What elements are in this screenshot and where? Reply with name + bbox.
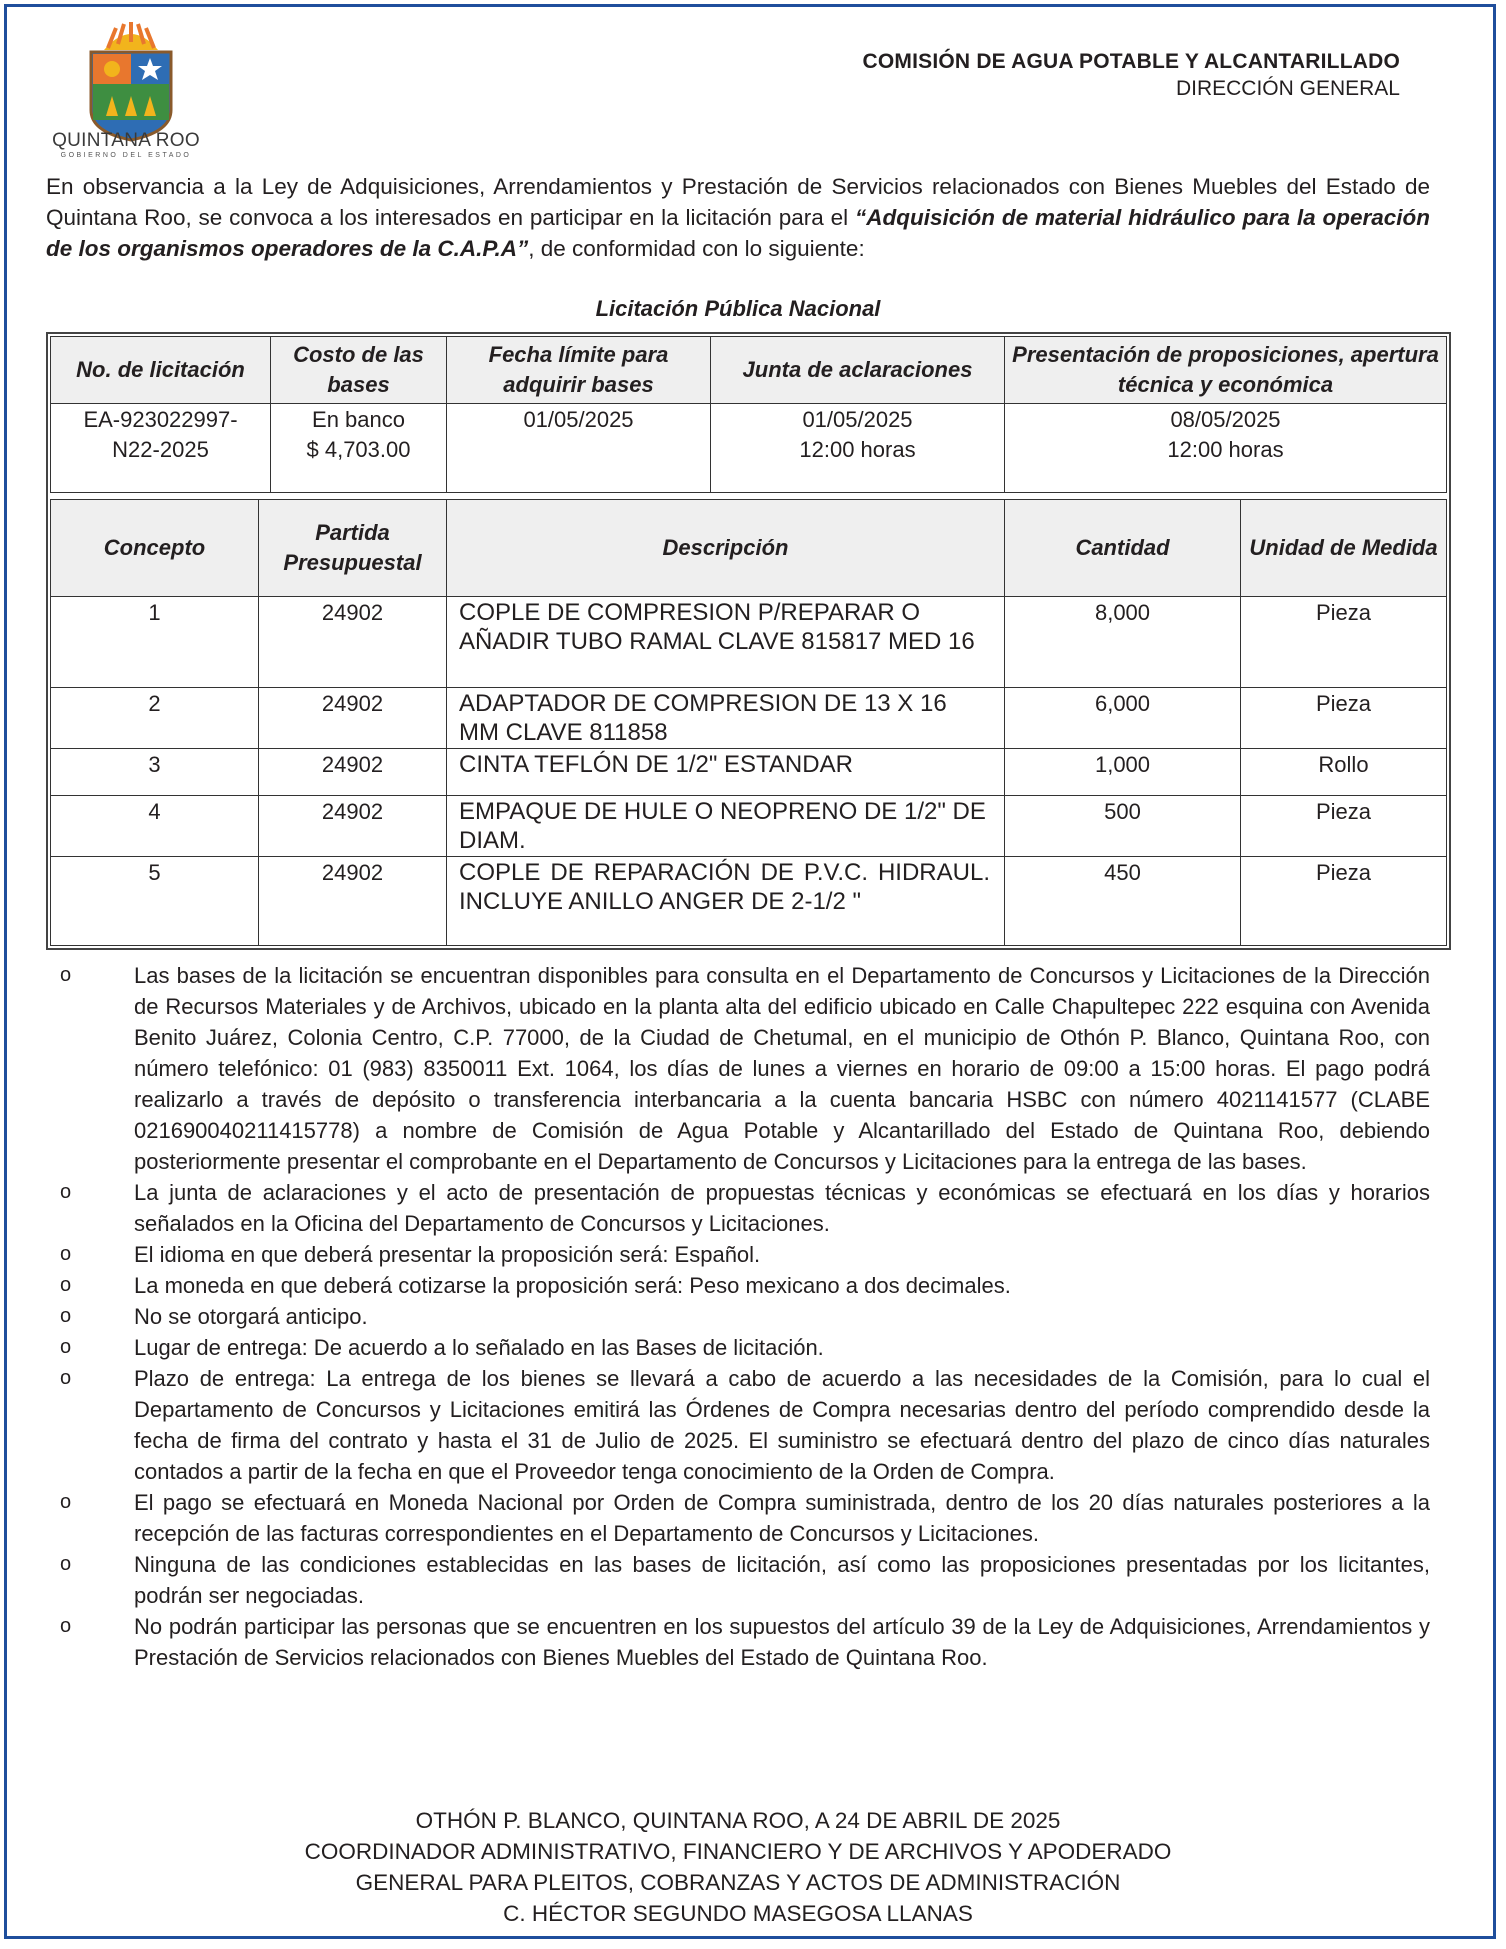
licitacion-number-line2: N22-2025 (112, 437, 209, 462)
list-item (46, 1487, 1430, 1549)
list-item (46, 1363, 1430, 1487)
intro-bold-title: “Adquisición de material hidráulico para la operación de los organismos operadores de la C.A.P.A” (46, 205, 1430, 261)
cell-partida: 24902 (259, 796, 447, 857)
header-concepto: Concepto (51, 500, 259, 597)
header-fecha-limite: Fecha límite para adquirir bases (447, 337, 711, 404)
bullet-icon: o (60, 1305, 72, 1327)
header-descripcion: Descripción (447, 500, 1005, 597)
junta-fecha: 01/05/2025 (802, 407, 913, 432)
cell-concepto: 4 (51, 796, 259, 857)
condition-text: El pago se efectuará en Moneda Nacional por Orden de Compra suministrada, dentro de los 20 días naturales posteriores a la recepción de las facturas correspondientes en el Departamento de Concursos y Licitaciones. (134, 1490, 1430, 1546)
table-row (51, 597, 1447, 688)
header-junta-aclaraciones: Junta de aclaraciones (711, 337, 1005, 404)
table-row (51, 857, 1447, 946)
condition-text: La moneda en que deberá cotizarse la proposición será: Peso mexicano a dos decimales. (134, 1273, 1011, 1298)
header-presentacion: Presentación de proposiciones, apertura técnica y económica (1005, 337, 1447, 404)
cell-unidad: Pieza (1241, 688, 1447, 749)
intro-paragraph (46, 171, 1430, 264)
conditions-list (46, 960, 1430, 1673)
condition-text: Lugar de entrega: De acuerdo a lo señalado en las Bases de licitación. (134, 1335, 824, 1360)
bullet-icon: o (60, 1491, 72, 1513)
header-unidad: Unidad de Medida (1241, 500, 1447, 597)
cell-junta (711, 404, 1005, 493)
list-item (46, 1301, 1430, 1332)
header (863, 48, 1400, 102)
table-row (51, 796, 1447, 857)
intro-text-2: , de conformidad con lo siguiente: (528, 236, 865, 261)
condition-text: No se otorgará anticipo. (134, 1304, 368, 1329)
cell-unidad: Pieza (1241, 796, 1447, 857)
cell-fecha-limite (447, 404, 711, 493)
licitacion-number-line1: EA-923022997- (83, 407, 238, 432)
presentacion-fecha: 08/05/2025 (1170, 407, 1281, 432)
intro-text-1: En observancia a la Ley de Adquisiciones, Arrendamientos y Prestación de Servicios relacionados con Bienes Muebles del Estado de Quintana Roo, se convoca a los interesados en participar en la licitación para el (46, 174, 1430, 230)
header-partida: Partida Presupuestal (259, 500, 447, 597)
list-item (46, 1332, 1430, 1363)
bullet-icon: o (60, 1615, 72, 1637)
presentacion-hora: 12:00 horas (1167, 437, 1284, 462)
signer-title-line2: GENERAL PARA PLEITOS, COBRANZAS Y ACTOS DE ADMINISTRACIÓN (355, 1870, 1121, 1895)
cell-cantidad: 500 (1005, 796, 1241, 857)
list-item (46, 1270, 1430, 1301)
cell-descripcion: ADAPTADOR DE COMPRESION DE 13 X 16 MM CLAVE 811858 (447, 688, 1005, 749)
cell-cantidad: 1,000 (1005, 749, 1241, 796)
condition-text: Ninguna de las condiciones establecidas en las bases de licitación, así como las proposiciones presentadas por los licitantes, podrán ser negociadas. (134, 1552, 1430, 1608)
cell-cantidad: 450 (1005, 857, 1241, 946)
header-costo-bases: Costo de las bases (271, 337, 447, 404)
signer-name: C. HÉCTOR SEGUNDO MASEGOSA LLANAS (503, 1901, 973, 1926)
tables-container (46, 332, 1451, 950)
header-cantidad: Cantidad (1005, 500, 1241, 597)
bullet-icon: o (60, 1336, 72, 1358)
condition-text: La junta de aclaraciones y el acto de presentación de propuestas técnicas y económicas se efectuará en los días y horarios señalados en la Oficina del Departamento de Concursos y Licitaciones. (134, 1180, 1430, 1236)
logo-subtitle: GOBIERNO DEL ESTADO (60, 152, 192, 159)
cell-unidad: Rollo (1241, 749, 1447, 796)
condition-text: No podrán participar las personas que se encuentren en los supuestos del artículo 39 de la Ley de Adquisiciones, Arrendamientos y Prestación de Servicios relacionados con Bienes Muebles del Estado de Quintana Roo. (134, 1614, 1430, 1670)
bullet-icon: o (60, 1243, 72, 1265)
list-item (46, 1239, 1430, 1270)
table-header-row (51, 337, 1447, 404)
sun-rays-icon (104, 22, 158, 50)
table-row (51, 404, 1447, 493)
logo-name: QUINTANA ROO (52, 130, 200, 151)
bullet-icon: o (60, 1367, 72, 1389)
costo-line2: $ 4,703.00 (306, 437, 411, 462)
table-row (51, 688, 1447, 749)
conceptos-table (50, 499, 1447, 946)
bullet-icon: o (60, 1181, 72, 1203)
cell-cantidad: 8,000 (1005, 597, 1241, 688)
cell-partida: 24902 (259, 749, 447, 796)
cell-cantidad: 6,000 (1005, 688, 1241, 749)
licitacion-table (50, 336, 1447, 493)
cell-presentacion (1005, 404, 1447, 493)
cell-costo (271, 404, 447, 493)
header-no-licitacion: No. de licitación (51, 337, 271, 404)
junta-hora: 12:00 horas (799, 437, 916, 462)
table-row (51, 749, 1447, 796)
list-item (46, 1177, 1430, 1239)
signer-title-line1: COORDINADOR ADMINISTRATIVO, FINANCIERO Y DE ARCHIVOS Y APODERADO (304, 1839, 1172, 1864)
condition-text: El idioma en que deberá presentar la proposición será: Español. (134, 1242, 761, 1267)
place-date: OTHÓN P. BLANCO, QUINTANA ROO, A 24 DE ABRIL DE 2025 (415, 1808, 1061, 1833)
cell-partida: 24902 (259, 857, 447, 946)
licitacion-title: Licitación Pública Nacional (595, 296, 881, 321)
list-item (46, 1611, 1430, 1673)
condition-text: Las bases de la licitación se encuentran disponibles para consulta en el Departamento de Concursos y Licitaciones de la Dirección de Recursos Materiales y de Archivos, ubicado en la planta alta del edificio ubicado en Calle Chapultepec 222 esquina con Avenida Benito Juárez, Colonia Centro, C.P. 77000, de la Ciudad de Chetumal, en el municipio de Othón P. Blanco, Quintana Roo, con número telefónico: 01 (983) 8350011 Ext. 1064, los días de lunes a viernes en horario de 09:00 a 15:00 horas. El pago podrá realizarlo a través de depósito o transferencia interbancaria a la cuenta bancaria HSBC con número 4021141577 (CLABE 021690040211415778) a nombre de Comisión de Agua Potable y Alcantarillado del Estado de Quintana Roo, debiendo posteriormente presentar el comprobante en el Departamento de Concursos y Licitaciones para la entrega de las bases. (134, 963, 1430, 1174)
cell-concepto: 5 (51, 857, 259, 946)
bullet-icon: o (60, 1274, 72, 1296)
costo-line1: En banco (312, 407, 405, 432)
cell-concepto: 1 (51, 597, 259, 688)
bullet-icon: o (60, 964, 72, 986)
cell-descripcion: COPLE DE COMPRESION P/REPARAR O AÑADIR TUBO RAMAL CLAVE 815817 MED 16 (447, 597, 1005, 688)
cell-unidad: Pieza (1241, 597, 1447, 688)
cell-descripcion: COPLE DE REPARACIÓN DE P.V.C. HIDRAUL. INCLUYE ANILLO ANGER DE 2-1/2 " (447, 857, 1005, 946)
cell-descripcion: CINTA TEFLÓN DE 1/2" ESTANDAR (447, 749, 1005, 796)
cell-partida: 24902 (259, 597, 447, 688)
organization-name: COMISIÓN DE AGUA POTABLE Y ALCANTARILLADO (862, 50, 1400, 73)
cell-no-licitacion (51, 404, 271, 493)
cell-descripcion: EMPAQUE DE HULE O NEOPRENO DE 1/2" DE DIAM. (447, 796, 1005, 857)
cell-unidad: Pieza (1241, 857, 1447, 946)
list-item (46, 960, 1430, 1177)
cell-concepto: 2 (51, 688, 259, 749)
cell-concepto: 3 (51, 749, 259, 796)
bullet-icon: o (60, 1553, 72, 1575)
department-name: DIRECCIÓN GENERAL (1175, 77, 1400, 100)
list-item (46, 1549, 1430, 1611)
table-header-row (51, 500, 1447, 597)
condition-text: Plazo de entrega: La entrega de los bienes se llevará a cabo de acuerdo a las necesidades de la Comisión, para lo cual el Departamento de Concursos y Licitaciones emitirá las Órdenes de Compra necesarias dentro del período comprendido desde la fecha de firma del contrato y hasta el 31 de Julio de 2025. El suministro se efectuará dentro del plazo de cinco días naturales contados a partir de la fecha en que el Proveedor tenga conocimiento de la Orden de Compra. (134, 1366, 1430, 1484)
signature-block (46, 1805, 1430, 1929)
fecha-limite-value: 01/05/2025 (523, 407, 634, 432)
cell-partida: 24902 (259, 688, 447, 749)
